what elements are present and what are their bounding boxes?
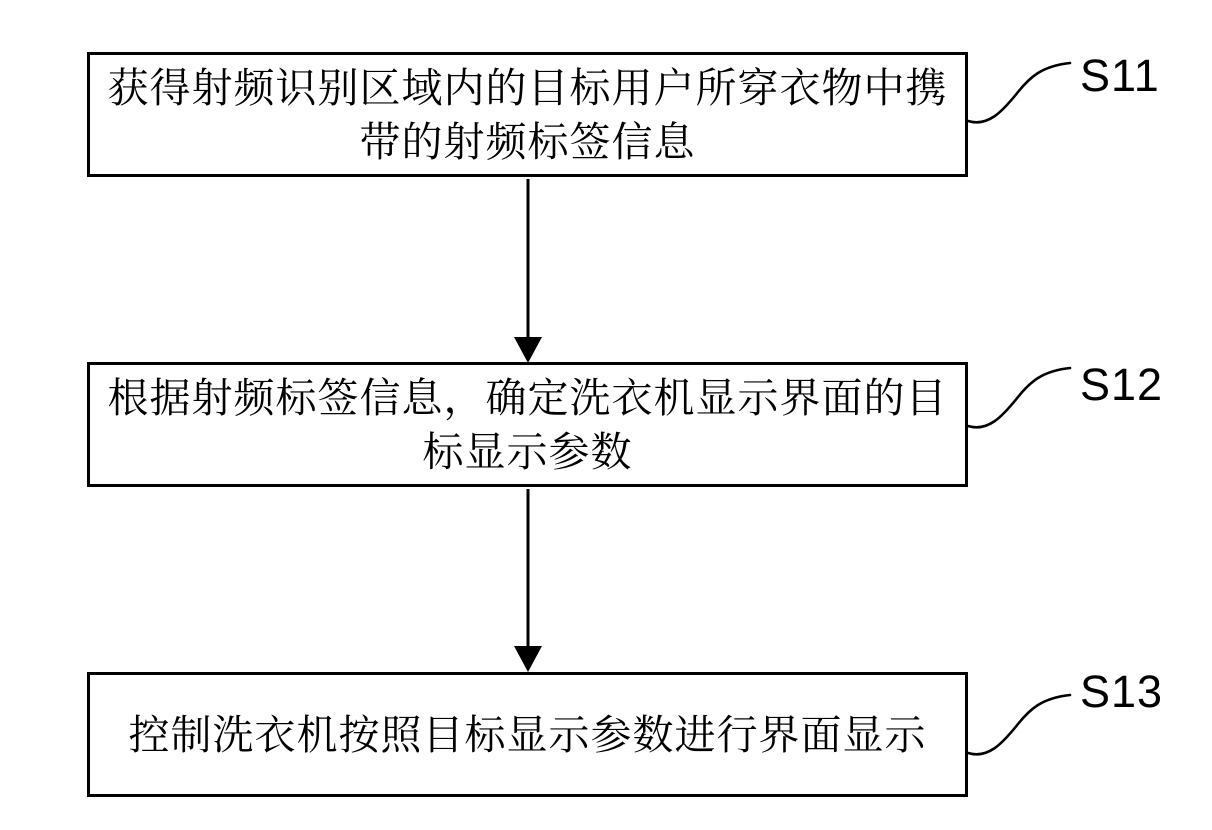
step-s11-text-line-2: 带的射频标签信息 [359,118,696,165]
step-label-s12: S12 [1080,359,1164,410]
step-label-s11: S11 [1080,50,1160,101]
flow-arrow-s11-to-s12 [514,179,542,363]
reference-connector-s12 [968,368,1070,427]
step-s12-text-line-2: 标显示参数 [422,428,633,475]
step-s13-text-line-1: 控制洗衣机按照目标显示参数进行界面显示 [128,711,927,758]
step-box-s13 [87,672,968,797]
reference-connector-s13 [968,695,1070,754]
reference-connector-s11 [968,63,1070,122]
step-box-s11 [87,52,968,177]
step-s11-text-line-1: 获得射频识别区域内的目标用户所穿衣物中携 [107,64,948,111]
step-label-s13: S13 [1080,666,1164,717]
step-box-s12 [87,362,968,487]
step-s12-text-line-1: 根据射频标签信息，确定洗衣机显示界面的目 [107,374,948,421]
flow-arrow-s12-to-s13 [514,489,542,672]
